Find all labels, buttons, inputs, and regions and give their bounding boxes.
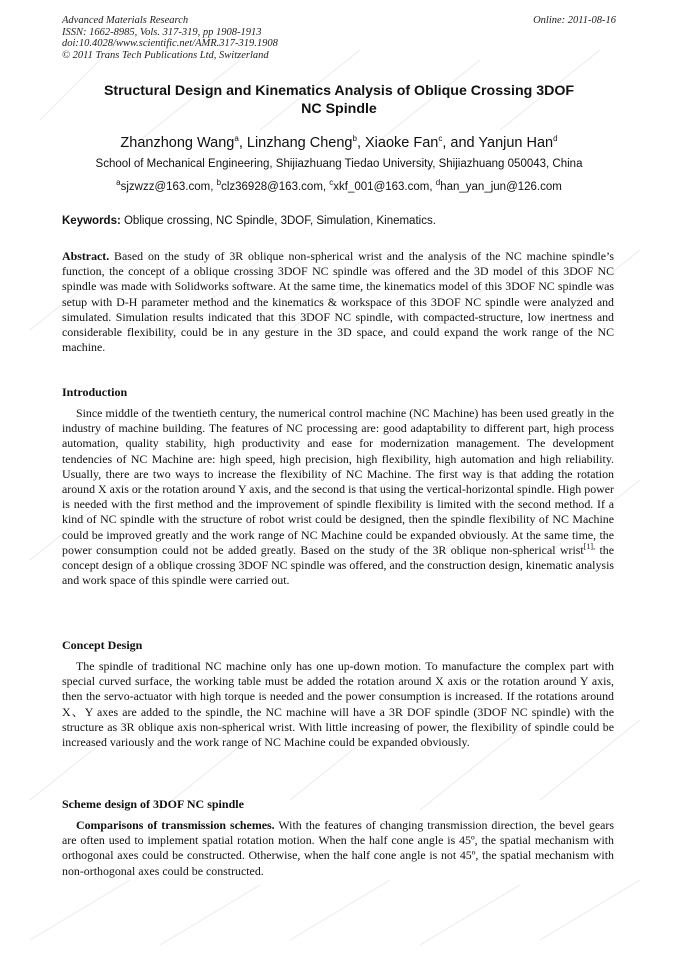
abstract — [62, 249, 614, 355]
author-sup: c — [438, 134, 443, 143]
author-name: Zhanzhong Wang — [120, 134, 235, 151]
email-sup: b — [216, 178, 222, 187]
journal-header — [62, 15, 278, 61]
introduction-text: Since middle of the twentieth century, the numerical control machine (NC Machine) has been used greatly in the industry of machine building. The features of NC processing are: good adaptability to different part, high process automation, quality stability, high productivity and ease for modernization management. The development tendencies of NC Machine are: high speed, high precision, high flexibility, high automation and high reliability. Usually, there are two ways to increase the flexibility of NC Machine. The first way is that adding the rotation around X axis or the rotation around Y axis, and the second is that using the vertical-horizontal spindle. High power is needed with the first method and the improvement of spindle flexibility is limited with the second method. If a kind of NC spindle with the structure of robot wrist could be designed, then the spindle flexibility of NC Machine could be improved greatly and the work range of NC Machine could be expanded obviously. At the same time, the power consumption could not be added greatly. Based on the study of the 3R oblique non-spherical wrist — [62, 406, 614, 557]
author-sup: b — [352, 134, 357, 143]
scheme-subheading: Comparisons of transmission schemes. — [76, 818, 275, 832]
author-sep: , — [356, 134, 366, 151]
email-sep: , — [322, 180, 330, 193]
author-name: Xiaoke Fan — [365, 134, 439, 151]
concept-body: The spindle of traditional NC machine only has one up-down motion. To manufacture the complex part with special curved surface, the working table must be added the rotation around X axis or the rotation around Y axis, then the servo-actuator with high torque is needed and the power consumption is increased. If the rotations around X、Y axes are added to the spindle, the NC machine will have a 3R DOF spindle (3DOF NC spindle) with the structure as 3R oblique axis non-spherical wrist. With little increasing of power, the flexibility of spindle could be increased variously and the work range of NC Machine could be expanded obviously. — [62, 659, 614, 750]
journal-name: Advanced Materials Research — [62, 15, 189, 26]
introduction-text-cont: the concept design of a oblique crossing 3DOF NC spindle was offered, and the construction design, kinematic analysis and work space of this spindle were carried out. — [62, 542, 614, 588]
keywords — [62, 214, 616, 228]
doi-line: doi:10.4028/www.scientific.net/AMR.317-319.1908 — [62, 38, 278, 49]
author-name: Yanjun Han — [478, 134, 554, 151]
email-link[interactable]: han_yan_jun@126.com — [440, 180, 562, 193]
concept-heading: Concept Design — [62, 638, 143, 652]
email-link[interactable]: sjzwzz@163.com — [120, 180, 211, 193]
issn-line: ISSN: 1662-8985, Vols. 317-319, pp 1908-1913 — [62, 26, 262, 38]
paper-title — [62, 82, 616, 118]
email-sup: d — [435, 178, 441, 187]
email-sep: , — [429, 180, 436, 193]
title-line-1: Structural Design and Kinematics Analysis of Oblique Crossing 3DOF — [103, 83, 575, 99]
email-link[interactable]: xkf_001@163.com — [333, 180, 430, 193]
online-date: Online: 2011-08-16 — [533, 15, 616, 26]
author-name: Linzhang Cheng — [246, 134, 353, 151]
author-sup: a — [234, 134, 239, 143]
keywords-label: Keywords: — [62, 215, 121, 227]
email-sup: a — [116, 178, 121, 187]
title-line-2: NC Spindle — [301, 101, 377, 117]
scheme-heading: Scheme design of 3DOF NC spindle — [62, 797, 244, 811]
author-sep: , — [238, 134, 247, 151]
copyright-line: © 2011 Trans Tech Publications Ltd, Switzerland — [62, 49, 269, 61]
author-sep: , and — [442, 134, 479, 151]
introduction-heading: Introduction — [62, 385, 128, 399]
scheme-text: With the features of changing transmission direction, the bevel gears are often used to implement spatial rotation motion. When the half cone angle is 45º, the spatial mechanism with orthogonal axes could be constructed. Otherwise, when the half cone angle is not 45º, the spatial mechanism with non-orthogonal axes could be constructed. — [62, 818, 614, 878]
abstract-text: Based on the study of 3R oblique non-spherical wrist and the analysis of the NC machine spindle’s function, the concept of a oblique crossing 3DOF NC spindle was offered and the 3D model of this 3DOF NC spindle was made with Solidworks software. At the same time, the kinematics model of this 3DOF NC spindle was setup with D-H parameter method and the kinematics & workspace of this 3DOF NC spindle were analyzed and simulated. Simulation results indicated that this 3DOF NC spindle, with compacted-structure, low inertness and considerable flexibility, could be in any gesture in the 3D space, and could expand the work range of the NC machine. — [62, 249, 614, 355]
email-sup: c — [329, 178, 334, 187]
email-link[interactable]: clz36928@163.com — [221, 180, 323, 193]
author-sup: d — [553, 134, 558, 143]
affiliation: School of Mechanical Engineering, Shijiazhuang Tiedao University, Shijiazhuang 050043, China — [95, 158, 583, 170]
email-list — [40, 176, 638, 194]
introduction-body — [62, 406, 614, 588]
author-list — [62, 130, 616, 152]
scheme-body — [62, 818, 614, 879]
citation-ref[interactable]: [1], — [583, 541, 596, 551]
abstract-label: Abstract. — [62, 249, 110, 263]
keywords-text: Oblique crossing, NC Spindle, 3DOF, Simulation, Kinematics. — [120, 215, 436, 227]
email-sep: , — [210, 180, 217, 193]
